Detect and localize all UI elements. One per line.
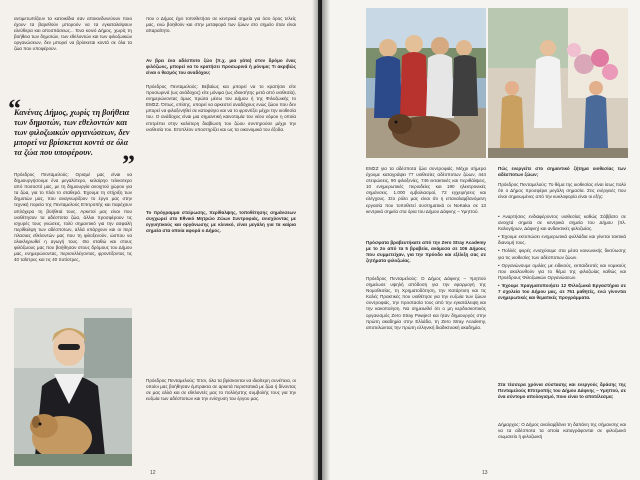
left-col2-top: [146, 16, 296, 56]
left-col2-top-text: που ο Δήμος έχει τοποθετήσει σε κεντρικά σημεία για όσο όρος τελείς μας, ενώ βοηθούν και στην μεταφορά των ζώων στο σημείο όταν είναι απαραίτητο.: [146, 16, 296, 34]
right-col2-question: [498, 166, 626, 180]
right-col2-answer-2-text: Δήμαρχος: Ο Δήμος αναλαμβάνει τη δαπάνη της σήμανσης και να τα αδέσποτα τα οποία καταγράφονται σε φιλοζωικό σωματείο ή φιλοζωική: [498, 422, 626, 440]
group-with-dog-photo: [366, 8, 486, 158]
left-col2-question: [146, 58, 296, 82]
left-col2-programme: [146, 210, 296, 370]
right-col2-question-2-text: Στα τέσσερα χρόνια σύστασης και ενεργούς δράσης της Πενταμελούς Επιτροπής του Δήμου Δάφνης – Υμηττού, σε ένα σύντομο απολογισμό, ποιο είναι το αποτέλεσμα;: [498, 382, 626, 400]
left-page-number: 12: [150, 470, 156, 476]
left-col2-bottom: [146, 378, 296, 468]
bullet-text: Οργανώνουμε ομιλίες με ειδικούς, εκπαιδευτές και νομικούς που ακολουθούν για το θέμα της φιλοζωίας καθώς και Προέδρους Φιλοζωικών Οργανώσεων.: [498, 262, 626, 280]
right-col1-award-answer-text: Πρόεδρος Πενταμελούς: Ο Δήμος Δάφνης – Υμηττού σημείωσε υψηλή απόδοση για την εφαρμογή της Νομοθεσίας, τη Χρηματοδότηση, την Κατάρτιση και τις Καλές Πρακτικές που υιοθέτησε για την ευζωία των ζώων συντροφιάς, την προστασία τους από την εγκατάλειψη και την κακοποίηση. Να σημειωθεί ότι ο μη κερδοσκοπικός οργανισμός Zero Stray Pawject και ήταν δημιουργός στην πρώτη ακαδημία στην Ελλάδα, τη Zero Stray Academy, αποτελώντας την πρώτη ελληνική διαδικτυακή ακαδημία.: [366, 276, 486, 330]
bullet-item: • Πολλές φορές ενισχύουμε στα μέσα κοινωνικής δικτύωσης για τις υιοθεσίες των αδέσποτων ζώων.: [498, 248, 626, 260]
right-col2-question-text: Πώς ενεργείτε στο σημαντικό ζήτημα υιοθεσίας των αδέσποτων ζώων;: [498, 166, 626, 178]
left-col2-bottom-text: Πρόεδρος Πενταμελούς: Έτσι, όλα τα βρίσκονται να ιδιαίτερη συνέπεια, οι οποίοι μας βοήθησαν έμπρακτα σε αρκετά περιστατικά με ζώα ή δίνοντας σε μας αλλά και σε εθελοντές μας το πολλήστης συμβολής τους για την ευζωία των αδέσποτων και την ενίσχυση του έργου μας.: [146, 378, 296, 402]
left-col1-intro-text: αντιμετωπίζουν τα κατοικίδια σαν αποκινδυνεύουν ποιο έχουν τα βαρεθούν μπορούν να τα εγκαταλείψουν ελεύθερα και αποσπάσεως... Ένα κοινό Δήμος, χωρίς τη βοήθεια των δημοτών, των εθελοντών και των φιλοζωικών οργανώσεων, δεν μπορεί να βρίσκεται κοντά σε όλα τα ζώα που υποφέρουν.: [14, 16, 132, 52]
right-col2-bullets: [498, 214, 626, 378]
volunteer-with-dog-photo: [14, 308, 132, 466]
bullet-text: Έχουμε εκτυπώσει ενημερωτικά φυλλάδια και γίνεται τακτικά διανομή τους.: [498, 234, 626, 246]
left-col2-answer: [146, 84, 296, 204]
left-col1-body: [14, 172, 132, 304]
right-col1-award-question-text: Πρόσφατα βραβευτήκατε από την Zero Stray Academy με το 2ο από τα 5 βραβεία, ανάμεσα σε 106 Δήμους που συμμετείχαν, για την πρόοδο και εξέλιξη σας σε ζητήματα φιλοζωίας.: [366, 240, 486, 264]
right-page-number: 13: [482, 470, 488, 476]
bullet-item: • Οργανώνουμε ομιλίες με ειδικούς, εκπαιδευτές και νομικούς που ακολουθούν για το θέμα της φιλοζωίας καθώς και Προέδρους Φιλοζωικών Οργανώσεων.: [498, 262, 626, 280]
right-col1-award-answer: [366, 276, 486, 466]
open-quote-mark-icon: “: [8, 94, 21, 123]
close-quote-mark-icon: ”: [122, 150, 135, 179]
bullet-text: Πολλές φορές ενισχύουμε στα μέσα κοινωνικής δικτύωσης για τις υιοθεσίες των αδέσποτων ζώων.: [498, 248, 626, 260]
right-page: [322, 0, 640, 480]
right-col2-answer: [498, 182, 626, 212]
pull-quote: Κανένας Δήμος, χωρίς τη βοήθεια των δημοτών, των εθελοντών και των φιλοζωικών οργανώσεων, δεν μπορεί να βρίσκεται κοντά σε όλα τα ζώα που υποφέρουν.: [14, 108, 130, 157]
group-photo-illustration: [366, 8, 486, 158]
right-col1-stats: [366, 166, 486, 236]
left-col1-intro: [14, 16, 132, 106]
bullet-item: • Έχουμε πραγματοποιήσει 12 Φιλοζωικά Εργαστήρια σε 7 σχολεία του Δήμου μας, σε 751 μαθητές, ενώ γίνονται ενημερωτικές και θεματικές προγράμματα.: [498, 282, 626, 301]
right-col1-stats-text: ΕΜΣΖ για τα αδέσποτα ζώα συντροφιάς. Μέχρι σήμερα έχουμε καταγράψει 77 υιοθεσίες αδέσποτων ζώων, 444 στειρώσεις, 90 φιλοξενίες, 746 εκτακτικές και περιθάλψεις, 10 ενημερωτικές περιοδείες και 190 ηλεκτρονικές σημάνσεις. 1.000 εμβολιασμοί, 72 εγχειρήσεις και ελέγχους. Στο ρόλο μας είναι ότι η επαναλαμβανόμενη εργασία που τοποθετεί συστηματικά οι NoKaka σε 13 κεντρικά σημεία στα όρια του Δήμου Δάφνης – Υμηττού.: [366, 166, 486, 214]
left-page: [0, 0, 318, 480]
left-col2-question-text: Αν βρει ένα αδέσποτο ζώο (π.χ. μια γάτα) στον δρόμο ένας φιλόζωος, μπορεί να το κρατήσει προσωρινά ή μόνιμα; Τι ακριβώς είναι ο θεσμός του αναδόχου;: [146, 58, 296, 76]
right-col2-answer-text: Πρόεδρος Πενταμελούς: Το θέμα της υιοθεσίας είναι ίσως πολύ ότι ο Δήμος προσφέρει μεγάλη σημασία. Στις ενέργειές που είναι σημειωμένες από την κυκλοφορία είναι οι εξής:: [498, 182, 626, 200]
children-event-photo: [488, 8, 628, 158]
bullet-text: Έχουμε πραγματοποιήσει 12 Φιλοζωικά Εργαστήρια σε 7 σχολεία του Δήμου μας, σε 751 μαθητές, ενώ γίνονται ενημερωτικές και θεματικές προγράμματα.: [498, 282, 626, 301]
right-col2-question-2: [498, 382, 626, 420]
page-gutter: [312, 0, 330, 480]
bullet-text: Αναρτήσεις ενδιαφέροντος υιοθεσίας καθώς Σάββατο σε ανοιχτά σημεία σε κεντρικά σημεία του Δήμου (πλ. Καλογήρων, Δάφνη) και ανδεικτικές φιλοζωίας.: [498, 214, 626, 232]
children-photo-illustration: [488, 8, 628, 158]
left-col1-body-text: Πρόεδρος Πενταμελούς: Ορισμέ μας είναι να δημιουργήσουμε ένα μεγαλύτερο, κελαίρηο τελικοτερο από ποσοστό μας, με τη δημιουργία ανοιχτού χώρου για τα ζώα, για το πλάι το σταθερά. Έχουμε τη στήριξη των δημοτών μας, που αναγνωρίζουν το έργο μας στην τεχνική πορεία της Πενταμελούς Επιτροπής και παρέχουν απλόχερα τη βοήθειά τους. Αρκετοί μας είναι που υιοθέτησαν τα αδέσποτα ζώα, άλλοι προσφέρουν τις ισχυρές τους γνώσεις, τολύ σημαντικό για την ασφαλή περίθαλψη των αδέσποτων, αλλά υπάρχουν και οι περί πλασιας εθελοντών μας που τη φιλοξενούν, ώσπου να ολοκληρωθεί η αγωγή τους. Θα σταθώ και στους φιλόζωους μας που βοήθησαν στους δρόμους του Δήμου μας, ενημερώνοντας, περισυλλέγοντας, φροντίζοντας τις 40 ταΐστρες και τις 40 ποτίστρες,: [14, 172, 132, 263]
right-col1-award-question: [366, 240, 486, 272]
left-col2-programme-text: Το πρόγραμμα στείρωσης, περίθαλψης, τοποθέτησης σημάνσεων συγχωρεί στο Εθνικό Μητρώο Ζώων Συντροφιάς, ενισχύοντας με εγγυητικούς και οργάνωσης με κλινικό, είναι μεγάλη για τα καίρια σημεία στα οποία αφορά ο Δήμος.: [146, 210, 296, 234]
volunteer-photo-illustration: [14, 308, 132, 466]
right-col2-answer-2: [498, 422, 626, 468]
bullet-item: • Έχουμε εκτυπώσει ενημερωτικά φυλλάδια και γίνεται τακτικά διανομή τους.: [498, 234, 626, 246]
left-col2-answer-text: Πρόεδρος Πενταμελούς: Βεβαίως και μπορεί να το κρατήσει είτε προσωρινά (ως ανάδοχος) είτε μόνιμα (ως ιδιοκτήτης μετά από υιοθεσία), ενημερώνοντας όμως πρώτα μέσω του Δήμου ή της Φιλοζωικής το ΕΜΣΖ. Όπως, επίσης, υπορεί να αρκεστεί αναδόχους ενώς ζώου που δεν μπορεί να φιλοξενηθεί σε κατοφύγιο και να το φροντίζει μέχρι την υιοθεσία του. Ο ανάδοχος είναι μια σημαντική καινοτομία του νέου νόμου η οποία επιτρέπει στην καλύτερη διαβίωση του ζώου συντηρούσε μέχρι την υιοθεσία του. Επιπλέον υποστηρίζει και ως τα οικονομικά του έξοδα.: [146, 84, 296, 132]
bullet-item: • Αναρτήσεις ενδιαφέροντος υιοθεσίας καθώς Σάββατο σε ανοιχτά σημεία σε κεντρικά σημεία του Δήμου (πλ. Καλογήρων, Δάφνη) και ανδεικτικές φιλοζωίας.: [498, 214, 626, 232]
